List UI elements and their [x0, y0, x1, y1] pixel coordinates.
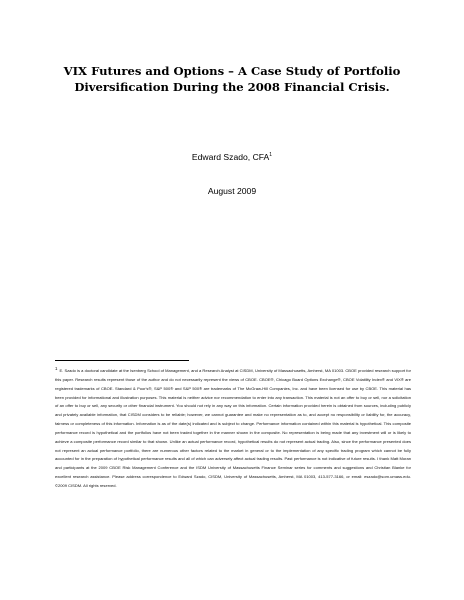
paper-title [40, 64, 424, 95]
footnote-mark: 1 [55, 366, 58, 371]
title-line-2: Diversification During the 2008 Financial Crisis. [74, 79, 390, 94]
title-line-1: VIX Futures and Options – A Case Study of Portfolio [63, 64, 401, 78]
author-footnote-mark: 1 [269, 152, 273, 158]
author-line [40, 152, 424, 162]
paper-date: August 2009 [207, 186, 257, 196]
footnote-text: E. Szado is a doctoral candidate at the Isenberg School of Management, and a Research Analyst at CISDM, University of Massachusetts, Amherst, MA 01003. CBOE provided research support for this paper. Research results represent those of the author and do not necessarily represent the views of CBOE. CBOE®, Chicago Board Options Exchange®, CBOE Volatility Index® and VIX® are registered trademarks of CBOE. Standard & Poor's®, S&P 500® and S&P 500® are trademarks of The McGraw-Hill Companies, Inc. and have been licensed for use by CBOE. This material has been provided for informational and illustration purposes. This material is neither advice nor recommendation to enter into any transaction. This material is not an offer to buy or sell, nor a solicitation of an offer to buy or sell, any security or other financial instrument. You should not rely in any way on this information. Certain information provided herein is obtained from sources, including publicly and privately available information, that CISDM considers to be reliable; however, we cannot guarantee and make no representation as to, and accept no responsibility or liability for, the accuracy, fairness or completeness of this information. Information is as of the date(s) indicated and is subject to change. Performance information contained within this material is hypothetical. This composite performance record is hypothetical and the portfolios have not been traded together in the manner shown in the composite. No representation is being made that any investment will or is likely to achieve a composite performance record similar to that shown. Unlike an actual performance record, hypothetical results do not represent actual trading. Also, since the performance presented does not represent an actual performance portfolio, there are numerous other factors related to the market in general or to the implementation of any specific trading program which cannot be fully accounted for in the preparation of hypothetical performance results and all of which can adversely affect actual trading results. Past performance is not indicative of future results. I thank Matt Moran and participants at the 2009 CBOE Risk Management Conference and the ISDM University of Massachusetts Finance Seminar series for comments and suggestions and Christian Blanke for excellent research assistance. Please address correspondence to Edward Szado, CISDM, University of Massachusetts, Amherst, MA 01003, 413-577-3166, or email: eszado@som.umass.edu. ©2009 CISDM. All rights reserved. [55, 368, 411, 488]
footnote-separator [55, 360, 189, 361]
footnote [55, 365, 411, 491]
author-name: Edward Szado, CFA [191, 152, 270, 162]
